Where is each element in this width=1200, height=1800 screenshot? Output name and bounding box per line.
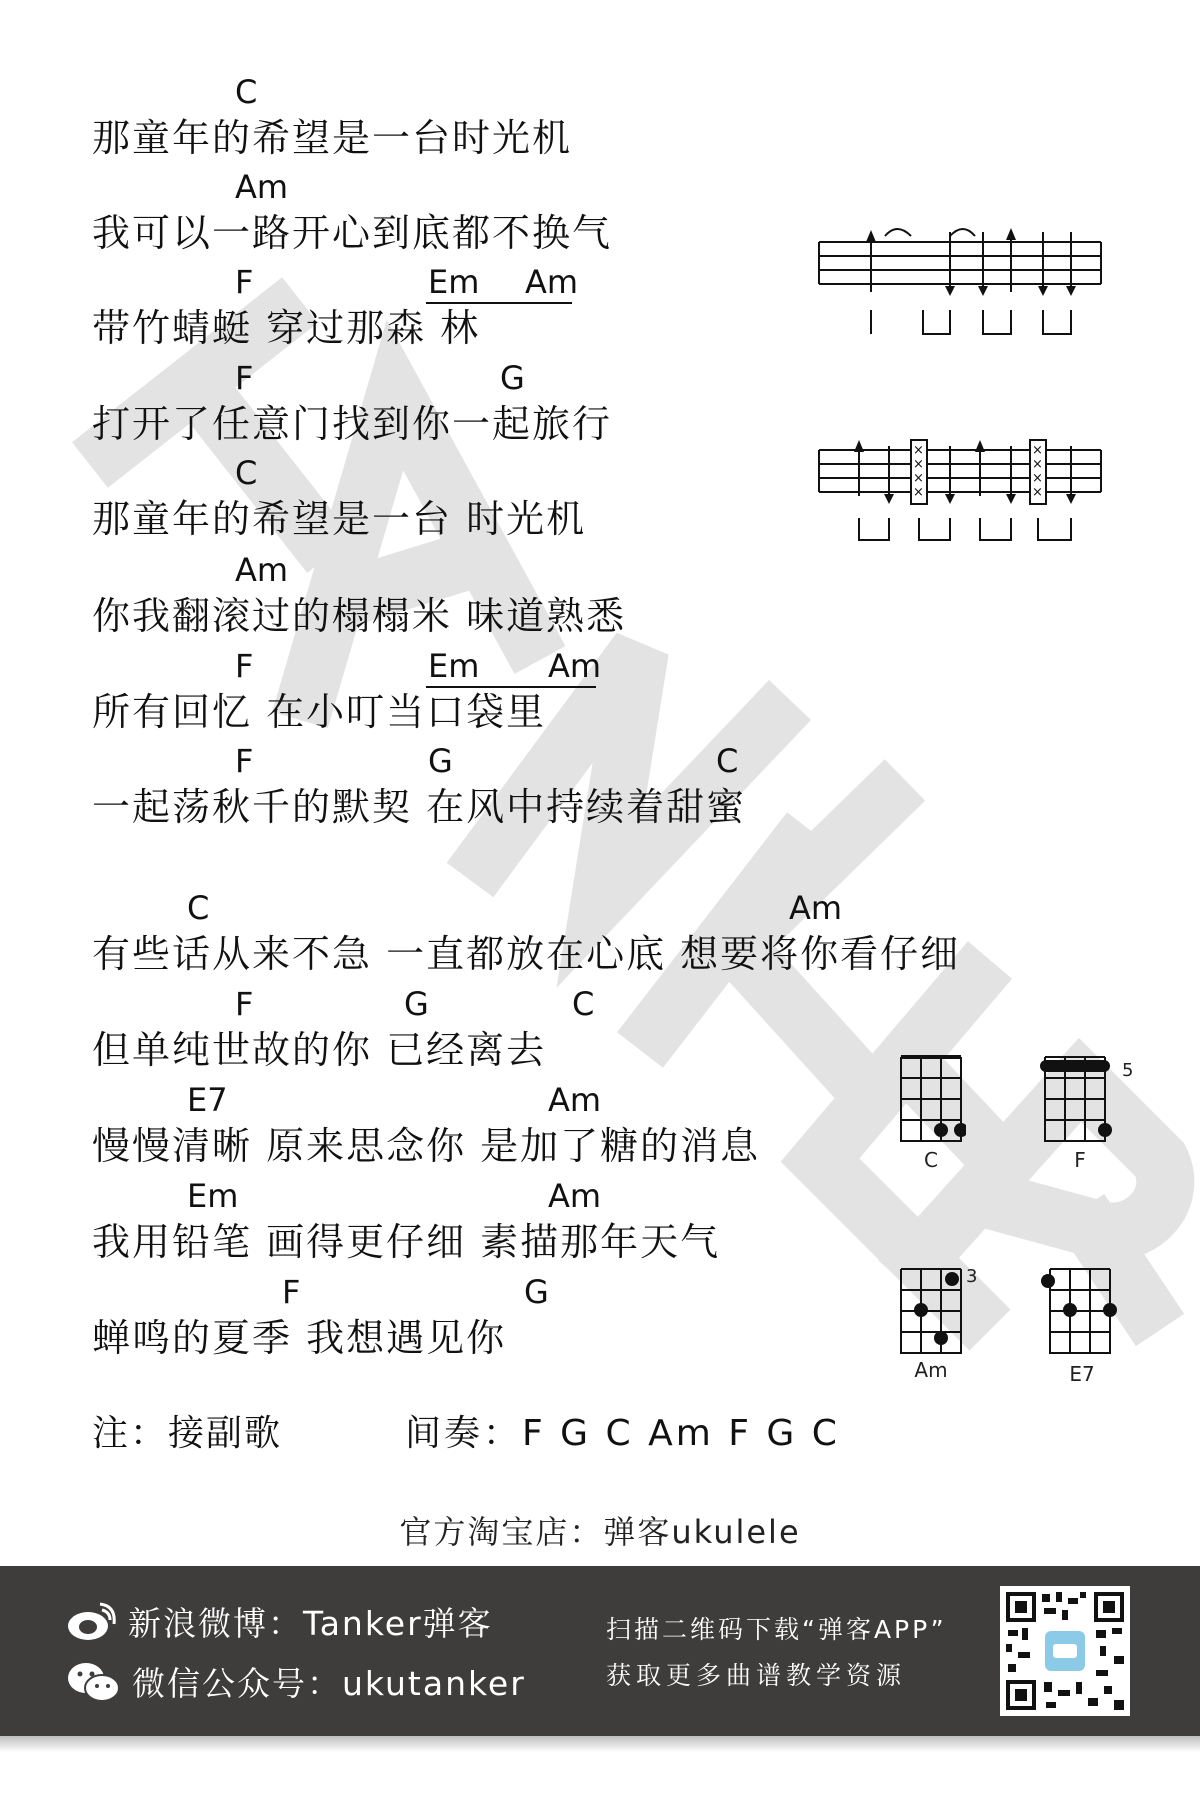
svg-text:×: × bbox=[1032, 485, 1043, 500]
svg-text:×: × bbox=[913, 471, 924, 486]
interlude-text: 间奏：F G C Am F G C bbox=[405, 1413, 840, 1454]
strum-pattern-2 bbox=[815, 436, 1105, 546]
chord-diagram-label: F bbox=[1074, 1148, 1086, 1172]
lyric-line: 我可以一路开心到底都不换气 bbox=[92, 211, 613, 255]
weibo-icon bbox=[66, 1602, 116, 1642]
lyric-line: 有些话从来不急 一直都放在心底 想要将你看仔细 bbox=[92, 932, 961, 976]
lyric-line: 那童年的希望是一台时光机 bbox=[92, 116, 573, 160]
lyric-line: 你我翻滚过的榻榻米 味道熟悉 bbox=[92, 594, 627, 638]
chord: F bbox=[282, 1273, 301, 1311]
lyric-line: 带竹蜻蜓 穿过那森 林 bbox=[92, 306, 481, 350]
lyric-line: 但单纯世故的你 已经离去 bbox=[92, 1028, 547, 1072]
chord: Am bbox=[525, 263, 579, 301]
svg-text:×: × bbox=[1032, 443, 1043, 458]
footer-bar bbox=[0, 1566, 1200, 1736]
chord-diagram-label: Am bbox=[914, 1358, 948, 1382]
chord: C bbox=[187, 889, 210, 927]
chord: G bbox=[524, 1273, 549, 1311]
chord: G bbox=[404, 985, 429, 1023]
chord-underline bbox=[426, 686, 596, 688]
note-text: 注：接副歌 bbox=[92, 1413, 283, 1454]
fret-number: 3 bbox=[966, 1266, 978, 1287]
chord: Em bbox=[428, 647, 480, 685]
lyric-line: 所有回忆 在小叮当口袋里 bbox=[92, 690, 547, 734]
wechat-icon bbox=[66, 1660, 122, 1704]
chord-diagram-e7 bbox=[1040, 1264, 1120, 1374]
chord: G bbox=[500, 359, 525, 397]
chord: Am bbox=[548, 1177, 602, 1215]
weibo-account: 新浪微博：Tanker弹客 bbox=[128, 1604, 493, 1643]
chord: F bbox=[235, 742, 254, 780]
chord: Am bbox=[235, 551, 289, 589]
lyric-line: 蝉鸣的夏季 我想遇见你 bbox=[92, 1316, 507, 1360]
chord-underline bbox=[426, 302, 572, 304]
svg-text:×: × bbox=[913, 485, 924, 500]
chord: F bbox=[235, 263, 254, 301]
chord: Em bbox=[187, 1177, 239, 1215]
footer-shadow bbox=[0, 1736, 1200, 1752]
chord-diagram-label: E7 bbox=[1069, 1362, 1095, 1386]
lyric-line: 一起荡秋千的默契 在风中持续着甜蜜 bbox=[92, 785, 747, 829]
shop-info: 官方淘宝店：弹客ukulele bbox=[399, 1513, 801, 1551]
chord: Am bbox=[548, 647, 602, 685]
chord: C bbox=[235, 454, 258, 492]
scan-text-2: 获取更多曲谱教学资源 bbox=[606, 1661, 907, 1690]
chord: Am bbox=[789, 889, 843, 927]
lyric-line: 那童年的希望是一台 时光机 bbox=[92, 497, 587, 541]
svg-text:×: × bbox=[913, 457, 924, 472]
scan-text-1: 扫描二维码下载“弹客APP” bbox=[606, 1615, 947, 1644]
qr-code[interactable] bbox=[1000, 1586, 1130, 1716]
strum-pattern-1 bbox=[815, 212, 1105, 342]
chord: E7 bbox=[187, 1081, 228, 1119]
lyric-line: 我用铅笔 画得更仔细 素描那年天气 bbox=[92, 1220, 721, 1264]
svg-text:×: × bbox=[1032, 457, 1043, 472]
chord: F bbox=[235, 647, 254, 685]
chord: Am bbox=[548, 1081, 602, 1119]
chord-diagram-label: C bbox=[924, 1148, 938, 1172]
wechat-account: 微信公众号：ukutanker bbox=[132, 1664, 526, 1703]
svg-text:×: × bbox=[913, 443, 924, 458]
chord: G bbox=[428, 742, 453, 780]
chord: Am bbox=[235, 168, 289, 206]
chord: C bbox=[716, 742, 739, 780]
chord: F bbox=[235, 985, 254, 1023]
lyric-line: 慢慢清晰 原来思念你 是加了糖的消息 bbox=[92, 1124, 761, 1168]
chord: C bbox=[235, 73, 258, 111]
chord: Em bbox=[428, 263, 480, 301]
lyric-line: 打开了任意门找到你一起旅行 bbox=[92, 402, 613, 446]
chord: C bbox=[572, 985, 595, 1023]
chord: F bbox=[235, 359, 254, 397]
fret-number: 5 bbox=[1122, 1060, 1134, 1081]
svg-text:×: × bbox=[1032, 471, 1043, 486]
